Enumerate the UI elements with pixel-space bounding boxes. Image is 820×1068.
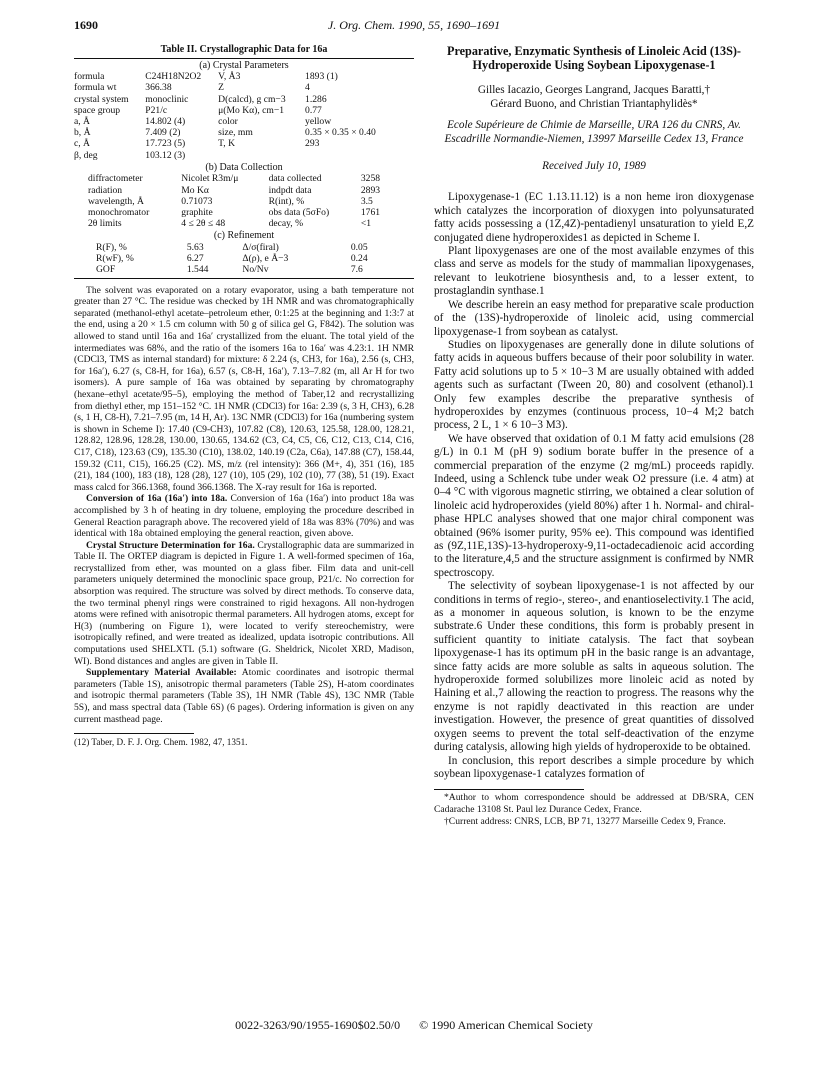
crystal-parameter-cell: 366.38 xyxy=(145,82,172,94)
crystal-parameter-cell: 0.77 xyxy=(305,104,322,116)
refinement-cell: R(F), % xyxy=(96,242,127,254)
body-paragraph-1: Lipoxygenase-1 (EC 1.13.11.12) is a non heme iron dioxygenase which catalyzes the incorporation of dioxygen into polyunsaturated fatty acids possessing a (1Z,4Z)-pentadienyl unsaturation to yield E,Z conjugated diene hydroperoxides1 as depicted in Scheme I. xyxy=(434,191,754,244)
left-column xyxy=(74,44,414,748)
table-row xyxy=(88,218,394,229)
data-collection-cell: data collected xyxy=(268,173,322,185)
reference-12: (12) Taber, D. F. J. Org. Chem. 1982, 47, 1351. xyxy=(74,737,248,748)
table-row xyxy=(96,264,396,275)
refinement-cell: GOF xyxy=(96,264,116,276)
data-collection-cell: graphite xyxy=(181,207,213,219)
article-body xyxy=(434,191,754,781)
data-collection-cell: 2θ limits xyxy=(88,218,122,230)
table-section-c-title: (c) Refinement xyxy=(213,230,275,242)
supplementary-text: Atomic coordinates and isotropic thermal parameters (Table 1S), anisotropic thermal parameters (Table 2S), H-atom coordinates and isotropic thermal parameters (Table 3S), 1H NMR (Table 4S), 13C NMR (Table 5S), and mass spectral data (Table 6S) (6 pages). Ordering information is given on any current masthead page. xyxy=(74,667,414,725)
table-row xyxy=(88,207,394,218)
table-row xyxy=(74,105,396,116)
article-title: Preparative, Enzymatic Synthesis of Linoleic Acid (13S)-Hydroperoxide Using Soybean Lipoxygenase-1 xyxy=(447,44,741,73)
table-row xyxy=(74,138,396,149)
supplementary-heading: Supplementary Material Available: xyxy=(86,667,237,679)
copyright: © 1990 American Chemical Society xyxy=(419,1018,593,1032)
body-paragraph-7: In conclusion, this report describes a simple procedure by which soybean lipoxygenase-1 catalyzes formation of xyxy=(434,754,754,780)
body-paragraph-3: We describe herein an easy method for preparative scale production of the (13S)-hydroperoxide of linoleic acid, using commercial lipoxygenase-1 from soybean as catalyst. xyxy=(434,298,754,338)
data-collection-cell: Mo Kα xyxy=(181,184,209,196)
crystal-parameter-cell xyxy=(218,150,305,161)
refinement-cell: R(wF), % xyxy=(96,253,134,265)
table-top-rule xyxy=(74,58,414,59)
article-code: 0022-3263/90/1955-1690$02.50/0 xyxy=(235,1018,401,1032)
table-row xyxy=(96,242,396,253)
table-title: Table II. Crystallographic Data for 16a xyxy=(160,44,328,55)
crystallographic-table xyxy=(74,44,414,279)
table-row xyxy=(88,185,394,196)
crystal-parameter-cell: a, Å xyxy=(74,116,90,127)
data-collection-cell: radiation xyxy=(88,184,123,196)
body-paragraph-2: Plant lipoxygenases are one of the most available enzymes of this class and serve as models for the study of mammalian lipoxygenases, relevant to leukotriene biosynthesis and, to a lesser extent, to prostaglandin synthase.1 xyxy=(434,245,754,298)
conversion-text: Conversion of 16a (16a′) into product 18a was accomplished by 3 h of heating in dry toluene, employing the procedure described in General Reaction paragraph above. The recovered yield of 18a was 83% (70%) and was identical with 18a obtained employing the general reaction, given above. xyxy=(74,493,414,540)
refinement-cell: Δ/σ(firal) xyxy=(242,242,279,254)
page-header xyxy=(74,18,754,36)
author-affiliation: Ecole Supérieure de Chimie de Marseille, URA 126 du CNRS, Av. Escadrille Normandie-Niemen, 13997 Marseille Cedex 13, France xyxy=(444,119,744,145)
crystal-parameter-cell: b, Å xyxy=(74,127,91,139)
data-collection-cell: indpdt data xyxy=(268,184,312,196)
crystal-parameter-cell: D(calcd), g cm−3 xyxy=(218,93,286,105)
crystal-parameter-cell xyxy=(305,150,396,161)
data-collection-cell: Nicolet R3m/μ xyxy=(181,173,239,185)
conversion-paragraph xyxy=(74,493,414,539)
footnote-current-address: †Current address: CNRS, LCB, BP 71, 13277 Marseille Cedex 9, France. xyxy=(444,815,726,827)
footnote-rule xyxy=(434,789,584,790)
crystal-parameter-cell: yellow xyxy=(305,116,332,127)
crystal-parameter-cell: 4 xyxy=(305,82,310,94)
table-row xyxy=(88,196,394,207)
refinement-cell: 7.6 xyxy=(350,264,363,276)
data-collection-cell: diffractometer xyxy=(88,173,143,185)
table-row xyxy=(74,116,396,127)
table-row xyxy=(96,253,396,264)
data-collection-cell: monochromator xyxy=(88,207,150,219)
crystal-parameter-cell: 1.286 xyxy=(305,93,327,105)
crystal-parameter-cell: 14.802 (4) xyxy=(145,116,186,127)
right-column xyxy=(434,44,754,827)
data-collection-cell: <1 xyxy=(360,218,372,230)
table-row xyxy=(74,127,396,138)
article-authors xyxy=(434,84,754,111)
data-collection-cell: wavelength, Å xyxy=(88,195,144,207)
authors-line-2: Gérard Buono, and Christian Triantaphylidès* xyxy=(490,97,698,110)
table-section-b-title: (b) Data Collection xyxy=(205,161,283,173)
footnote-correspondence: *Author to whom correspondence should be addressed at DB/SRA, CEN Cadarache 13108 St. Paul lez Durance Cedex, France. xyxy=(434,792,754,815)
data-collection-cell: 4 ≤ 2θ ≤ 48 xyxy=(181,218,226,230)
table-section-a-title: (a) Crystal Parameters xyxy=(199,59,289,71)
data-collection-cell: 2893 xyxy=(360,184,381,196)
conversion-heading: Conversion of 16a (16a′) into 18a. xyxy=(86,493,228,505)
data-collection-cell: decay, % xyxy=(268,218,304,230)
crystal-parameters-table xyxy=(74,71,396,161)
refinement-cell: 5.63 xyxy=(186,242,204,254)
crystal-parameter-cell: μ(Mo Kα), cm−1 xyxy=(218,104,285,116)
crystal-parameter-cell: space group xyxy=(74,104,121,116)
crystal-parameter-cell: 103.12 (3) xyxy=(145,149,186,161)
data-collection-cell: R(int), % xyxy=(268,195,305,207)
data-collection-cell: obs data (5σFo) xyxy=(268,207,330,219)
table-row xyxy=(74,82,396,93)
refinement-cell: 0.05 xyxy=(350,242,368,254)
data-collection-cell: 3.5 xyxy=(360,195,373,207)
refinement-cell: 6.27 xyxy=(186,253,204,265)
body-paragraph-6: The selectivity of soybean lipoxygenase-1 is not affected by our conditions in terms of regio-, stereo-, and enantioselectivity.1 The acid, as a monomer in aqueous solution, is known to be the enzyme substrate.6 Under these conditions, this form is probably present in sufficient quantity to initiate catalysis. The fact that soybean lipoxygenase-1 has its optimum pH in the basic range is an advantage, since fatty acids are more soluble as salts in aqueous solution. The hydroperoxide formed solubilizes more linoleic acid as noted by Haining et al.,7 allowing the reaction to progress. The reasons why the enzyme is not rapidly deactivated in this reaction are under investigation. However, the presence of great quantities of dissolved oxygen seems to prevent the total self-deactivation of the enzyme during catalysis, allowing high yields of hydroperoxide to be obtained. xyxy=(434,580,754,754)
reference-rule xyxy=(74,733,194,734)
data-collection-table xyxy=(88,173,394,229)
table-row xyxy=(74,94,396,105)
body-paragraph-4: Studies on lipoxygenases are generally done in dilute solutions of fatty acids in aqueous buffers because of their poor solubility in water. Fatty acid solutions up to 5 × 10−3 M are usually obtained with added agents such as surfactant (Tween 20, 80) and cosolvent (ethanol).1 Only few examples describe the preparative synthesis of hydroperoxides by enzymes (continuous process, 10−4 M;2 batch process, 2 L, 1 × 6 10−3 M3). xyxy=(434,338,754,432)
authors-line-1: Gilles Iacazio, Georges Langrand, Jacques Baratti,† xyxy=(477,84,711,97)
crystal-parameter-cell: V, Å3 xyxy=(218,71,241,83)
refinement-cell: 1.544 xyxy=(186,264,209,276)
refinement-table xyxy=(96,242,396,276)
table-row xyxy=(74,150,396,161)
crystal-parameter-cell: formula xyxy=(74,71,105,83)
crystal-parameter-cell: 7.409 (2) xyxy=(145,127,181,139)
supplementary-material-paragraph xyxy=(74,667,414,725)
crystal-parameter-cell: formula wt xyxy=(74,82,117,94)
crystal-parameter-cell: 17.723 (5) xyxy=(145,138,186,150)
table-bottom-rule xyxy=(74,278,414,279)
crystal-parameter-cell: c, Å xyxy=(74,138,90,150)
refinement-cell: No/Nv xyxy=(242,264,269,276)
crystal-parameter-cell: 0.35 × 0.35 × 0.40 xyxy=(305,127,376,139)
journal-citation: J. Org. Chem. 1990, 55, 1690–1691 xyxy=(327,18,501,32)
refinement-cell: 0.24 xyxy=(350,253,368,265)
data-collection-cell: 1761 xyxy=(360,207,381,219)
crystal-parameter-cell: P21/c xyxy=(145,104,168,116)
crystal-structure-paragraph xyxy=(74,540,414,668)
crystal-parameter-cell: β, deg xyxy=(74,149,98,161)
crystal-parameter-cell: 1893 (1) xyxy=(305,71,338,83)
crystal-parameter-cell: Z xyxy=(218,82,225,94)
crystal-parameter-cell: crystal system xyxy=(74,93,129,105)
body-paragraph-5: We have observed that oxidation of 0.1 M fatty acid emulsions (28 g/L) in 0.1 M (pH 9) sodium borate buffer in the presence of a commercial preparation of the enzyme (2 mg/mL) proceeds rapidly. Indeed, using a Schlenck tube under weak O2 pressure (i.e. 4 atm) at 0–4 °C with vigorous magnetic stirring, we obtained a clear solution of linoleic acid hydroperoxides (yield 80%) after 1 h. Normal- and chiral-phase HPLC analyses showed that one major chiral component was obtained (96% isomer purity, 95% ee). This compound was identified as (9Z,11E,13S)-13-hydroperoxy-9,11-octadecadienoic acid according to the literature,4,5 and the structure assignment is confirmed by NMR spectroscopy. xyxy=(434,432,754,579)
crystal-parameter-cell: T, K xyxy=(218,138,236,150)
page-footer xyxy=(74,1018,754,1033)
crystal-structure-heading: Crystal Structure Determination for 16a. xyxy=(86,539,255,551)
crystal-parameter-cell: monoclinic xyxy=(145,93,189,105)
page-number: 1690 xyxy=(74,18,98,32)
crystal-parameter-cell: size, mm xyxy=(218,127,253,139)
data-collection-cell: 0.71073 xyxy=(181,195,213,207)
crystal-structure-text: Crystallographic data are summarized in Table II. The ORTEP diagram is depicted in Figure 1. A well-formed specimen of 16a, recrystallized from ether, was mounted on a glass fiber. Film data and unit-cell parameters uniquely determined the monoclinic space group, P21/c. No correction for absorption was required. The structure was solved by direct methods. To conserve data, the two terminal phenyl rings were constrained to rigid hexagons. All non-hydrogen atoms were refined with anisotropic thermal parameters. All hydrogen atoms, except for H(3) (numbering on Figure 1), were located to verify stereochemistry, were isotropically refined, and were treated as idealized, updata isotropic contributions. All computations used SHELXTL (5.1) software (G. Sheldrick, Nicolet XRD, Madison, WI). Bond distances and angles are given in Table II. xyxy=(74,539,414,667)
crystal-parameter-cell: 293 xyxy=(305,138,320,150)
table-row xyxy=(88,173,394,184)
crystal-parameter-cell: C24H18N2O2 xyxy=(145,71,202,83)
table-row xyxy=(74,71,396,82)
refinement-cell: Δ(ρ), e Å−3 xyxy=(242,253,289,265)
crystal-parameter-cell: color xyxy=(218,116,238,127)
received-date: Received July 10, 1989 xyxy=(542,160,646,173)
data-collection-cell: 3258 xyxy=(360,173,381,185)
experimental-paragraph: The solvent was evaporated on a rotary evaporator, using a bath temperature not greater than 27 °C. The residue was checked by 1H NMR and was chromatographically separated (methanol-ethyl acetate–petroleum ether, 0:1:25 at the beginning and 1:3:7 at the end, using a 20 × 1.5 cm column with 50 g of silica gel G, F842). The solution was allowed to stand until 16a and 16a′ crystallized from the eluant. The total yield of the intermediates was 68%, and the ratio of the isomers 16a to 16a′ was 4.23:1. 1H NMR (CDCl3, TMS as internal standard) for mixture: δ 2.24 (s, CH3, for 16a), 2.56 (s, CH3, for 16a′), 6.27 (s, C8-H, for 16a), 6.57 (s, C8-H, 16a′), 7.13–7.82 (m, all Ar H for two isomers). A pure sample of 16a was obtained by separating by chromatography (hexane–ethyl acetate/95–5), employing the method of Taber,12 and recrystallizing from diethyl ether, mp 151–152 °C. 1H NMR (CDCl3) for 16a: 2.39 (s, 3 H, CH3), 6.28 (s, 1 H, C8-H), 7.21–7.95 (m, 14 H, Ar). 13C NMR (CDCl3) for 16a (numbering system is shown in Scheme I): 17.40 (C9-CH3), 107.82 (C8), 120.63, 125.58, 128.00, 128.21, 128.82, 128.96, 128.28, 130.00, 130.65, 134.62 (C3, C4, C5, C6, C12, C13, C14, C16, C17, C18), 123.63 (C9), 135.30 (C10), 138.02, 140.19 (C2a, C6a), 147.88 (C7), 158.44, 159.32 (C11, C15), 166.25 (C2). MS, m/z (rel intensity): 366 (M+, 4), 351 (16), 185 (21), 184 (100), 183 (18), 128 (28), 127 (10), 105 (29), 102 (10), 77 (38), 51 (19). Exact mass calcd for 366.1368, found 366.1368. The X-ray result for 16a is reported. xyxy=(74,284,414,493)
